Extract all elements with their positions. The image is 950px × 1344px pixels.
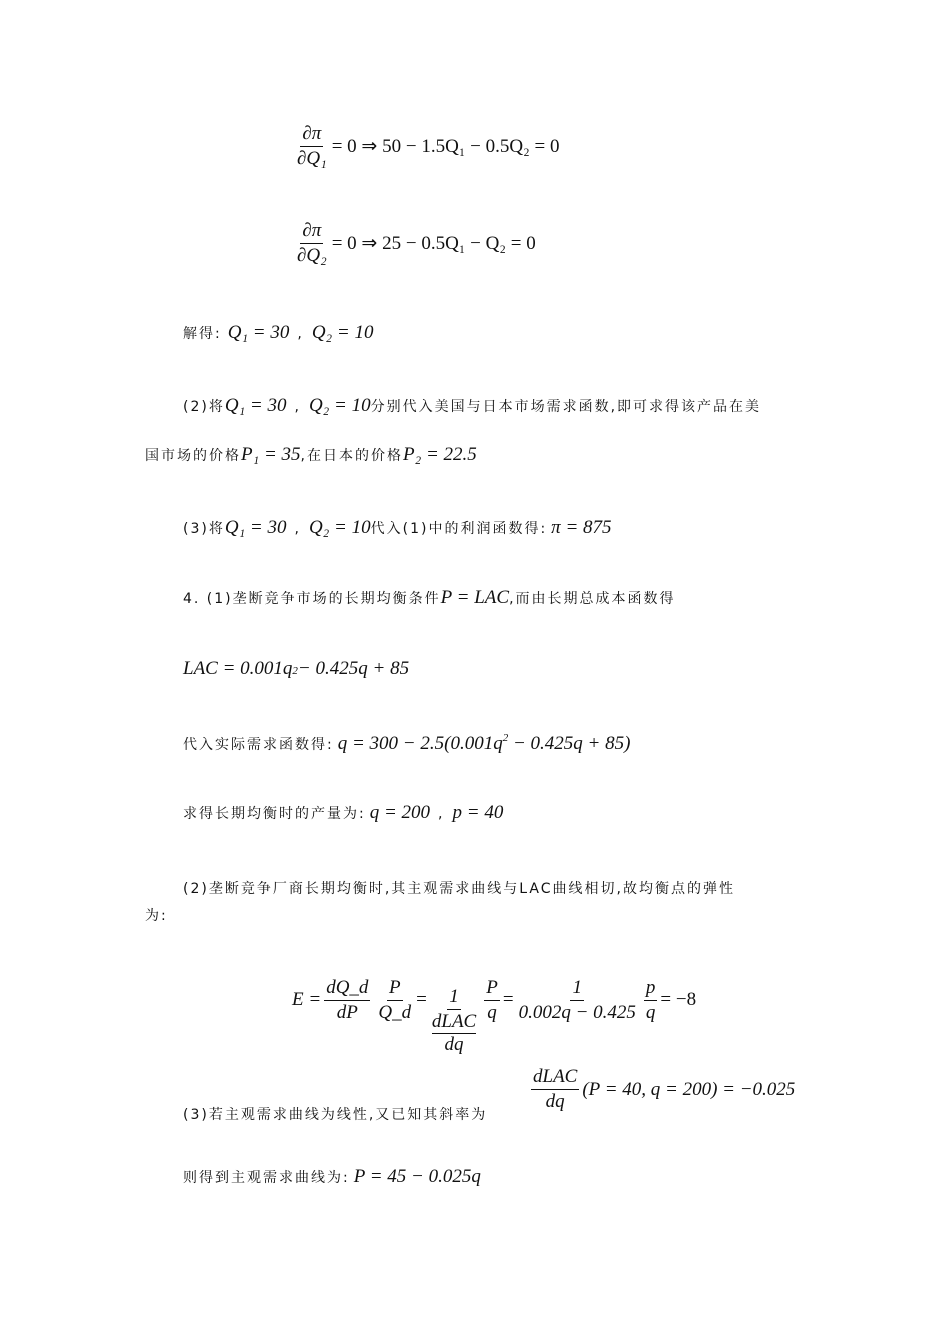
equation-dpi-dq2 <box>292 220 536 267</box>
equation-rhs: = 0 ⇒ 50 − 1.5Q₁ − 0.5Q₂ = 0 <box>331 136 560 157</box>
paragraph-2-line1: (2)将 Q₁ = 30 , Q₂ = 10 分别代入美国与日本市场需求函数,即可求得该产品在美 <box>183 395 762 416</box>
lac-equation: LAC = 0.001q 2 − 0.425q + 85 <box>183 658 410 679</box>
paragraph-2-line2: 国市场的价格 P₁ = 35 ,在日本的价格 P₂ = 22.5 <box>145 444 477 465</box>
paragraph-3: (3)将 Q₁ = 30 , Q₂ = 10 代入(1)中的利润函数得: π = 875 <box>183 517 612 538</box>
fraction: $\frac{\partial\pi}{\text{∂Q₂}}$ <box>297 220 327 266</box>
equilibrium-result: 求得长期均衡时的产量为: q = 200 , p = 40 <box>183 802 504 823</box>
section-4-3: (3)若主观需求曲线为线性,又已知其斜率为 <box>183 1107 488 1123</box>
section-4-2-line2: 为: <box>145 908 168 924</box>
demand-substitution: 代入实际需求函数得: $q = 300 - 2.5(0.001q^2 - 0.425q + 85)$ <box>183 732 631 754</box>
section-4-heading: 4. (1)垄断竞争市场的长期均衡条件 P = LAC ,而由长期总成本函数得 <box>183 587 676 608</box>
elasticity-equation: E = $\frac{dQ\_d}{dP}$ $\frac{P}{Q\_d}$ = 1 dLAC dq $\frac{P}{q}$ = $\frac{1}{0.002q - 0.425}$ $\frac{p}{q}$ = −8 <box>292 976 697 1055</box>
equation-dpi-dq1 <box>292 123 559 170</box>
solution-line: 解得: Q₁ = 30 , Q₂ = 10 <box>183 322 374 343</box>
fraction: $\frac{\partial\pi}{\text{∂Q₁}}$ <box>297 123 327 169</box>
slope-equation: $\frac{\text{dLAC}}{dq}$ (P = 40, q = 200) = −0.025 <box>533 1066 796 1112</box>
final-demand-curve: 则得到主观需求曲线为: P = 45 − 0.025q <box>183 1166 481 1187</box>
equation-rhs: = 0 ⇒ 25 − 0.5Q₁ − Q₂ = 0 <box>331 233 536 254</box>
section-4-2-line1: (2)垄断竞争厂商长期均衡时,其主观需求曲线与LAC曲线相切,故均衡点的弹性 <box>183 881 735 897</box>
